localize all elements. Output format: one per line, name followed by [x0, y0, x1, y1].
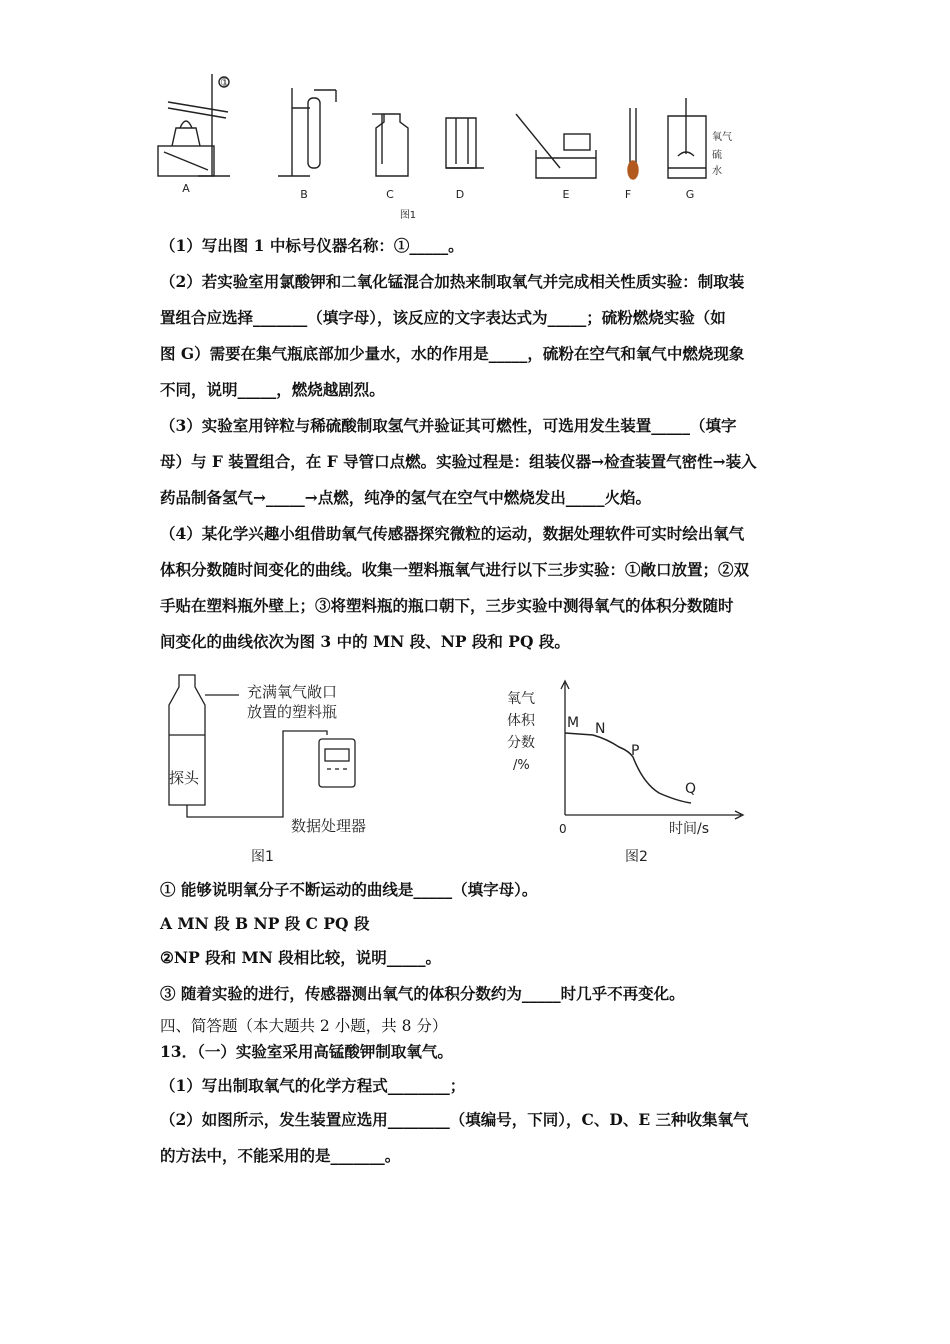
- question-2-line-4: 不同，说明_____，燃烧越剧烈。: [160, 380, 385, 399]
- question-3-line-1: （3）实验室用锌粒与稀硫酸制取氢气并验证其可燃性，可选用发生装置_____（填字: [160, 416, 737, 435]
- ylabel-line-2: 体积: [507, 713, 535, 729]
- point-q: Q: [685, 781, 697, 797]
- question-3-line-2: 母）与 F 装置组合，在 F 导管口点燃。实验过程是：组装仪器→检查装置气密性→装入: [160, 452, 757, 471]
- question-1: （1）写出图 1 中标号仪器名称：①_____。: [160, 236, 464, 255]
- ylabel-line-1: 氧气: [507, 691, 535, 707]
- subquestion-2: ②NP 段和 MN 段相比较，说明_____。: [160, 948, 441, 967]
- ylabel-line-4: /%: [513, 758, 530, 773]
- section-4-heading: 四、简答题（本大题共 2 小题，共 8 分）: [160, 1017, 448, 1035]
- question-13-part-1: （1）写出制取氧气的化学方程式________；: [160, 1076, 466, 1095]
- apparatus-g: [668, 98, 706, 178]
- apparatus-drawing: [150, 68, 790, 228]
- figure1-caption: 图1: [399, 210, 417, 221]
- processor-label: 数据处理器: [291, 817, 367, 835]
- label-c: C: [386, 188, 394, 201]
- question-4-line-2: 体积分数随时间变化的曲线。收集一塑料瓶氧气进行以下三步实验：①敞口放置；②双: [160, 560, 750, 579]
- g-label-oxygen: 氧气: [712, 132, 732, 143]
- sensor-drawing: [155, 665, 755, 870]
- label-a: A: [182, 182, 190, 195]
- apparatus-f: [628, 108, 638, 179]
- figure2-left-caption: 图1: [251, 849, 274, 865]
- question-4-line-1: （4）某化学兴趣小组借助氧气传感器探究微粒的运动，数据处理软件可实时绘出氧气: [160, 524, 745, 543]
- apparatus-c: [372, 114, 408, 176]
- point-p: P: [631, 743, 640, 759]
- subquestion-1: ① 能够说明氧分子不断运动的曲线是_____（填字母）。: [160, 880, 538, 899]
- probe-label: 探头: [169, 769, 200, 787]
- apparatus-figure: [150, 68, 790, 228]
- apparatus-d: [446, 118, 484, 168]
- question-13-part-2-line-1: （2）如图所示，发生装置应选用________（填编号，下同），C、D、E 三种收集氧气: [160, 1110, 749, 1129]
- apparatus-b: [278, 88, 336, 176]
- g-label-sulfur: 硫: [712, 150, 722, 161]
- marker-1: ①: [220, 76, 230, 89]
- question-2-line-3: 图 G）需要在集气瓶底部加少量水，水的作用是_____，硫粉在空气和氧气中燃烧现象: [160, 344, 745, 363]
- apparatus-a: [158, 74, 230, 176]
- point-m: M: [567, 715, 580, 731]
- figure2-right-caption: 图2: [625, 849, 648, 865]
- g-label-water: 水: [712, 166, 722, 177]
- apparatus-e: [516, 114, 596, 178]
- question-13-part-2-line-2: 的方法中，不能采用的是_______。: [160, 1146, 401, 1165]
- bottle-label-2: 放置的塑料瓶: [247, 703, 338, 721]
- bottle-label-1: 充满氧气敞口: [247, 683, 338, 701]
- options: A MN 段 B NP 段 C PQ 段: [160, 914, 370, 933]
- xlabel: 时间/s: [669, 821, 710, 837]
- point-n: N: [595, 721, 606, 737]
- question-3-line-3: 药品制备氢气→_____→点燃，纯净的氢气在空气中燃烧发出_____火焰。: [160, 488, 651, 507]
- question-4-line-4: 间变化的曲线依次为图 3 中的 MN 段、NP 段和 PQ 段。: [160, 632, 570, 651]
- origin-label: 0: [559, 822, 567, 836]
- label-d: D: [455, 188, 465, 201]
- label-e: E: [562, 188, 570, 201]
- label-b: B: [300, 188, 308, 201]
- question-2-line-2: 置组合应选择_______（填字母），该反应的文字表达式为_____；硫粉燃烧实验（如: [160, 308, 726, 327]
- question-2-line-1: （2）若实验室用氯酸钾和二氧化锰混合加热来制取氧气并完成相关性质实验：制取装: [160, 272, 745, 291]
- label-g: G: [685, 188, 695, 201]
- oxygen-curve: [565, 733, 691, 803]
- sensor-figure: [155, 665, 755, 870]
- data-processor-device: [319, 739, 355, 787]
- question-4-line-3: 手贴在塑料瓶外壁上；③将塑料瓶的瓶口朝下，三步实验中测得氧气的体积分数随时: [160, 596, 734, 615]
- subquestion-3: ③ 随着实验的进行，传感器测出氧气的体积分数约为_____时几乎不再变化。: [160, 984, 685, 1003]
- question-13-title: 13．（一）实验室采用高锰酸钾制取氧气。: [160, 1042, 453, 1061]
- ylabel-line-3: 分数: [507, 735, 535, 751]
- label-f: F: [624, 188, 632, 201]
